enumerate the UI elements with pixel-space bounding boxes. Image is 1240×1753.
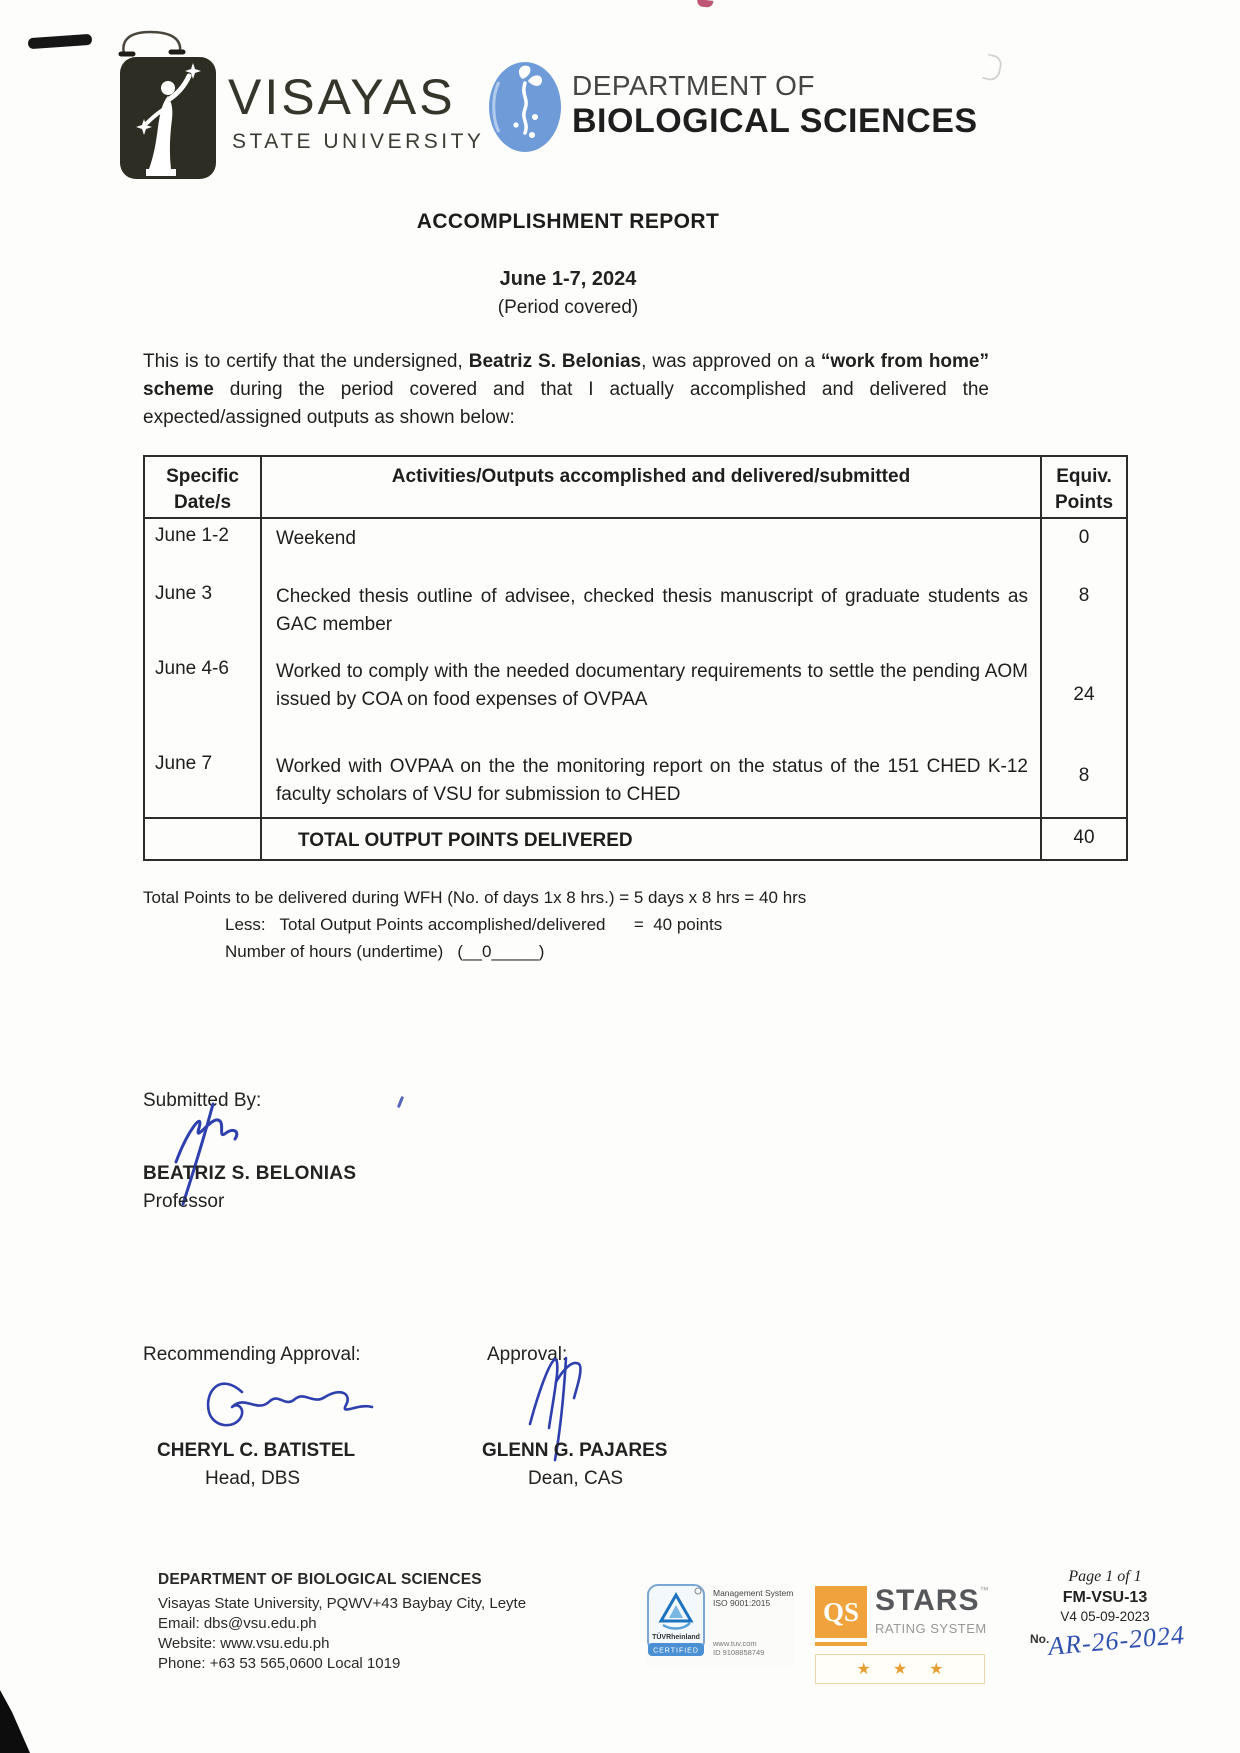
tuv-line2: ISO 9001:2015 xyxy=(713,1598,771,1608)
form-version: V4 05-09-2023 xyxy=(1060,1609,1150,1624)
summary-block xyxy=(143,884,806,965)
recommending-approval-label: Recommending Approval: xyxy=(143,1344,361,1365)
certification-paragraph xyxy=(143,348,989,432)
footer-contact-block xyxy=(158,1570,526,1674)
dept-heading xyxy=(572,70,978,141)
table-row-date: June 7 xyxy=(145,747,262,817)
total-row-empty xyxy=(145,817,262,859)
footer-form-block xyxy=(1030,1568,1187,1661)
submitted-name: BEATRIZ S. BELONIAS xyxy=(143,1163,357,1184)
footer-phone: Phone: +63 53 565,0600 Local 1019 xyxy=(158,1655,401,1672)
qs-logo-icon: QS xyxy=(815,1586,867,1642)
qs-star-rating xyxy=(815,1654,985,1684)
period-label: (Period covered) xyxy=(497,297,639,318)
table-row-date: June 4-6 xyxy=(145,652,262,747)
period-dates: June 1-7, 2024 xyxy=(499,268,637,290)
cert-name: Beatriz S. Belonias xyxy=(468,351,642,372)
star-icon: ★ xyxy=(892,1661,908,1678)
vsu-wordmark xyxy=(228,69,485,154)
svg-text:CERTIFIED: CERTIFIED xyxy=(653,1647,699,1655)
table-row-points: 0 xyxy=(1078,527,1090,548)
tuv-badge-icon xyxy=(645,1583,707,1667)
recommending-name: CHERYL C. BATISTEL xyxy=(157,1440,356,1461)
staple-mark xyxy=(118,28,188,58)
dbs-logo-icon xyxy=(487,60,563,154)
qs-tm-mark: ™ xyxy=(979,1585,990,1595)
dept-line2: BIOLOGICAL SCIENCES xyxy=(572,102,978,141)
qs-stars-badge xyxy=(815,1586,995,1684)
pen-tick-mark xyxy=(397,1096,404,1108)
table-row-activity: Worked to comply with the needed documentary requirements to settle the pending AOM issued by COA on food expenses of OVPAA xyxy=(262,652,1042,747)
table-row-activity: Weekend xyxy=(262,519,1042,577)
cert-seg3: during the period covered and that I actually accomplished and delivered the expected/assigned outputs as shown below: xyxy=(143,379,989,428)
total-row-points: 40 xyxy=(1042,817,1126,859)
table-row-points: 8 xyxy=(1078,585,1090,606)
table-header-points: Equiv. Points xyxy=(1042,457,1126,519)
table-row-date: June 1-2 xyxy=(145,519,262,577)
university-subtitle: STATE UNIVERSITY xyxy=(232,130,485,153)
smudge-mark xyxy=(982,53,1004,82)
table-row-activity: Checked thesis outline of advisee, checked thesis manuscript of graduate students as GAC member xyxy=(262,577,1042,652)
tuv-id: ID 9108858749 xyxy=(713,1648,765,1657)
cert-scheme: “work from home” scheme xyxy=(143,351,989,400)
star-icon: ★ xyxy=(929,1661,944,1678)
table-row-activity: Worked with OVPAA on the the monitoring report on the status of the 151 CHED K-12 faculty scholars of VSU for submission to CHED xyxy=(262,747,1042,817)
approval-label: Approval: xyxy=(487,1344,568,1365)
table-row-date: June 3 xyxy=(145,577,262,652)
footer-dept-name: DEPARTMENT OF BIOLOGICAL SCIENCES xyxy=(158,1571,482,1588)
qs-stars-title xyxy=(875,1586,989,1616)
total-row-label: TOTAL OUTPUT POINTS DELIVERED xyxy=(262,817,1042,859)
form-code: FM-VSU-13 xyxy=(1062,1589,1148,1606)
approving-title: Dean, CAS xyxy=(528,1468,624,1489)
cheryl-signature-icon xyxy=(200,1372,385,1442)
accomplishment-table xyxy=(143,455,1128,861)
submitted-title: Professor xyxy=(143,1191,225,1212)
dept-line1: DEPARTMENT OF xyxy=(572,70,815,101)
table-header-date: Specific Date/s xyxy=(145,457,262,519)
scan-dash-mark xyxy=(28,34,93,49)
tuv-certification-badge xyxy=(645,1583,795,1667)
report-title: ACCOMPLISHMENT REPORT xyxy=(416,210,720,233)
footer-address: Visayas State University, PQWV+43 Baybay City, Leyte xyxy=(158,1595,527,1612)
report-number-handwritten: AR-26-2024 xyxy=(1046,1620,1187,1661)
vsu-seal-icon xyxy=(118,55,218,181)
table-row-points: 8 xyxy=(1078,765,1090,786)
svg-text:TÜVRheinland: TÜVRheinland xyxy=(652,1634,700,1641)
tuv-cert-text xyxy=(713,1588,793,1608)
summary-line-3: Number of hours (undertime) (__0_____) xyxy=(225,942,545,961)
star-icon: ★ xyxy=(856,1661,871,1678)
tuv-line1: Management System xyxy=(713,1588,794,1598)
table-row-points: 24 xyxy=(1073,684,1095,705)
footer-email: Email: dbs@vsu.edu.ph xyxy=(158,1615,317,1632)
tuv-id-text xyxy=(713,1639,764,1657)
qs-rating-system-label: RATING SYSTEM xyxy=(875,1621,987,1636)
recommending-title: Head, DBS xyxy=(205,1468,301,1489)
tuv-url: www.tuv.com xyxy=(713,1639,757,1648)
table-header-activities: Activities/Outputs accomplished and delivered/submitted xyxy=(262,457,1042,519)
submitted-by-label: Submitted By: xyxy=(143,1090,262,1111)
university-name: VISAYAS xyxy=(228,69,456,125)
summary-line-2: Less: Total Output Points accomplished/delivered = 40 points xyxy=(225,915,723,934)
report-number-label: No. xyxy=(1030,1632,1050,1646)
qs-stars-word: STARS xyxy=(875,1584,980,1617)
footer-website: Website: www.vsu.edu.ph xyxy=(158,1635,330,1652)
cert-seg2: , was approved on a xyxy=(641,351,821,372)
approving-name: GLENN G. PAJARES xyxy=(482,1440,668,1461)
title-block xyxy=(143,210,993,319)
summary-line-1: Total Points to be delivered during WFH (No. of days 1x 8 hrs.) = 5 days x 8 hrs = 40 hrs xyxy=(143,888,807,907)
corner-shadow xyxy=(0,1690,30,1753)
page-number: Page 1 of 1 xyxy=(1068,1568,1142,1585)
red-pen-mark xyxy=(697,0,714,8)
cert-seg1: This is to certify that the undersigned, xyxy=(143,351,469,372)
